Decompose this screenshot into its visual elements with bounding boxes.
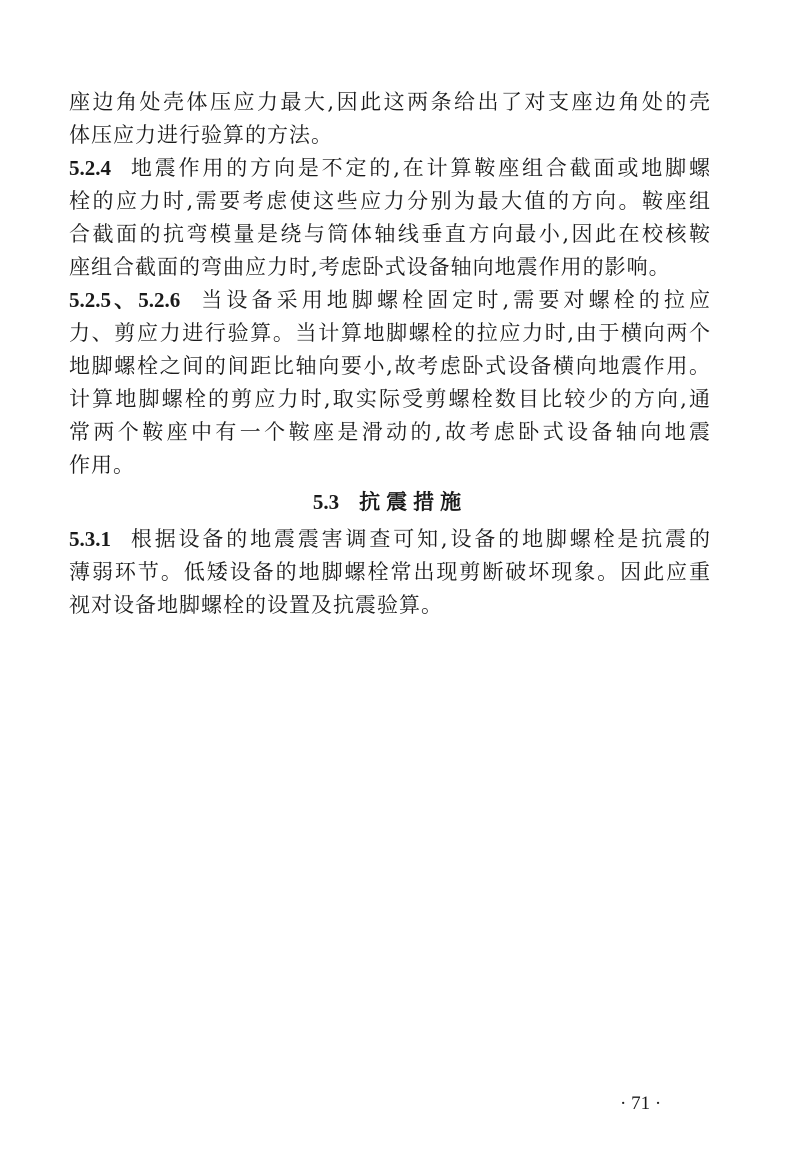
section-heading [69, 484, 711, 520]
text-line: 力、剪应力进行验算。当计算地脚螺栓的拉应力时,由于横向两个 [69, 321, 711, 345]
text-line: 薄弱环节。低矮设备的地脚螺栓常出现剪断破坏现象。因此应重 [69, 560, 711, 584]
text-line: 常两个鞍座中有一个鞍座是滑动的,故考虑卧式设备轴向地震 [69, 420, 711, 444]
text-line: 当设备采用地脚螺栓固定时,需要对螺栓的拉应 [198, 288, 711, 312]
text-line: 地震作用的方向是不定的,在计算鞍座组合截面或地脚螺 [129, 156, 711, 180]
text-line: 合截面的抗弯模量是绕与筒体轴线垂直方向最小,因此在校核鞍 [69, 222, 711, 246]
text-line: 地脚螺栓之间的间距比轴向要小,故考虑卧式设备横向地震作用。 [69, 354, 711, 378]
text-line: 作用。 [69, 453, 135, 477]
text-line: 座组合截面的弯曲应力时,考虑卧式设备轴向地震作用的影响。 [69, 255, 671, 279]
section-number: 5.3 [312, 490, 340, 514]
clause-5-2-4-first-line [69, 152, 711, 185]
clause-number: 5.3.1 [69, 527, 111, 551]
text-line: 座边角处壳体压应力最大,因此这两条给出了对支座边角处的壳 [69, 90, 711, 114]
page-number: · 71 · [620, 1093, 662, 1114]
text-line: 计算地脚螺栓的剪应力时,取实际受剪螺栓数目比较少的方向,通 [69, 387, 711, 411]
clause-5-2-5-first-line [69, 284, 711, 317]
text-line: 根据设备的地震震害调查可知,设备的地脚螺栓是抗震的 [129, 527, 711, 551]
text-line: 体压应力进行验算的方法。 [69, 123, 333, 147]
section-title: 抗震措施 [359, 489, 468, 514]
clause-5-3-1-first-line [69, 523, 711, 556]
document-page [69, 86, 711, 622]
clause-number: 5.2.5、5.2.6 [69, 288, 181, 312]
text-line: 视对设备地脚螺栓的设置及抗震验算。 [69, 593, 443, 617]
clause-number: 5.2.4 [69, 156, 111, 180]
text-line: 栓的应力时,需要考虑使这些应力分别为最大值的方向。鞍座组 [69, 189, 711, 213]
